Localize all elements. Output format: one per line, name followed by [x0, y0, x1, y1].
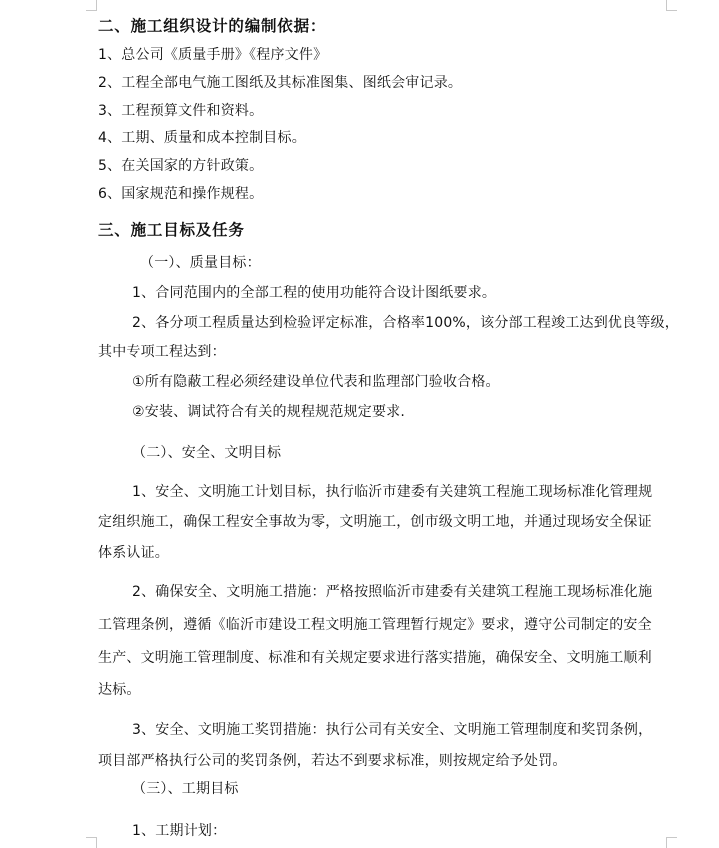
- subheading-schedule-goal: （三）、工期目标: [132, 781, 239, 797]
- paragraph-safety-1-line-1: 1、安全、文明施工计划目标，执行临沂市建委有关建筑工程施工现场标准化管理规: [132, 484, 653, 500]
- list-item-basis-2: 2、工程全部电气施工图纸及其标准图集、图纸会审记录。: [98, 75, 463, 91]
- margin-corner-mark-bottom-left: [86, 837, 97, 848]
- paragraph-safety-3-line-1: 3、安全、文明施工奖罚措施：执行公司有关安全、文明施工管理制度和奖罚条例，: [132, 722, 653, 738]
- paragraph-safety-2-line-3: 生产、文明施工管理制度、标准和有关规定要求进行落实措施，确保安全、文明施工顺利: [98, 650, 652, 666]
- subheading-quality-goal: （一）、质量目标：: [140, 255, 261, 271]
- paragraph-safety-2-line-1: 2、确保安全、文明施工措施：严格按照临沂市建委有关建筑工程施工现场标准化施: [132, 584, 653, 600]
- paragraph-safety-2-line-2: 工管理条例，遵循《临沂市建设工程文明施工管理暂行规定》要求，遵守公司制定的安全: [98, 617, 652, 633]
- section-heading-compilation-basis: 二、施工组织设计的编制依据：: [98, 17, 327, 35]
- paragraph-quality-circled-2: ②安装、调试符合有关的规程规范规定要求.: [132, 404, 405, 420]
- margin-corner-mark-top-left: [86, 0, 97, 11]
- paragraph-safety-2-line-4: 达标。: [98, 682, 141, 698]
- margin-corner-mark-bottom-right: [666, 837, 677, 848]
- paragraph-quality-2-line-1: 2、各分项工程质量达到检验评定标准，合格率100%，该分部工程竣工达到优良等级，: [132, 315, 679, 331]
- list-item-basis-6: 6、国家规范和操作规程。: [98, 186, 264, 202]
- list-item-basis-1: 1、总公司《质量手册》《程序文件》: [98, 47, 328, 63]
- list-item-basis-3: 3、工程预算文件和资料。: [98, 103, 264, 119]
- paragraph-schedule-1: 1、工期计划：: [132, 823, 227, 839]
- list-item-basis-4: 4、工期、质量和成本控制目标。: [98, 130, 306, 146]
- paragraph-safety-1-line-3: 体系认证。: [98, 545, 169, 561]
- paragraph-safety-3-line-2: 项目部严格执行公司的奖罚条例，若达不到要求标准，则按规定给予处罚。: [98, 753, 567, 769]
- list-item-basis-5: 5、在关国家的方针政策。: [98, 158, 264, 174]
- paragraph-quality-2-line-2: 其中专项工程达到：: [98, 344, 226, 360]
- margin-corner-mark-top-right: [666, 0, 677, 11]
- subheading-safety-goal: （二）、安全、文明目标: [132, 445, 282, 461]
- paragraph-safety-1-line-2: 定组织施工，确保工程安全事故为零，文明施工，创市级文明工地，并通过现场安全保证: [98, 514, 652, 530]
- section-heading-goals-and-tasks: 三、施工目标及任务: [98, 221, 245, 239]
- paragraph-quality-1: 1、合同范围内的全部工程的使用功能符合设计图纸要求。: [132, 285, 497, 301]
- paragraph-quality-circled-1: ①所有隐蔽工程必须经建设单位代表和监理部门验收合格。: [132, 374, 500, 390]
